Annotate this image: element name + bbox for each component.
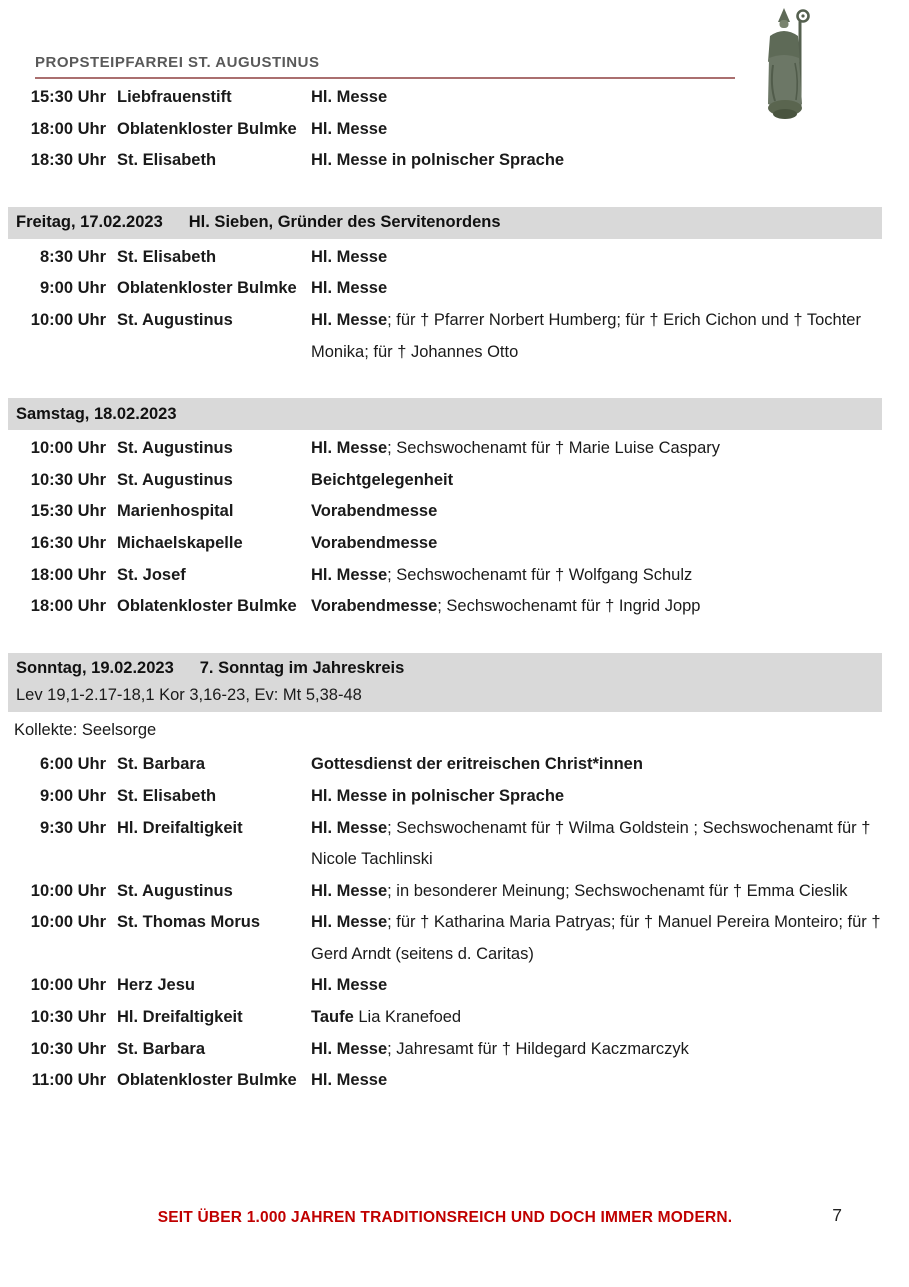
day-header-line bbox=[16, 401, 882, 428]
row-time: 15:30 Uhr bbox=[30, 88, 106, 106]
row-description bbox=[311, 242, 882, 274]
desc-bold: Taufe bbox=[311, 1008, 354, 1027]
row-description bbox=[311, 305, 882, 368]
schedule-row bbox=[8, 465, 882, 497]
row-location: St. Thomas Morus bbox=[117, 913, 261, 932]
day-header-sonntag bbox=[8, 653, 882, 712]
schedule-row bbox=[8, 433, 882, 465]
row-time: 6:00 Uhr bbox=[39, 755, 106, 774]
row-location: Michaelskapelle bbox=[117, 533, 243, 552]
row-time: 18:30 Uhr bbox=[30, 151, 106, 170]
row-description bbox=[311, 970, 882, 1002]
row-description bbox=[311, 496, 882, 528]
parish-slogan: SEIT ÜBER 1.000 JAHREN TRADITIONSREICH UND DOCH IMMER MODERN. bbox=[157, 1209, 733, 1226]
desc-bold: Hl. Messe bbox=[311, 247, 388, 266]
row-location: Hl. Dreifaltigkeit bbox=[117, 818, 243, 837]
schedule-row bbox=[8, 876, 882, 908]
row-description bbox=[311, 273, 882, 305]
desc-bold: Hl. Messe in polnischer Sprache bbox=[311, 786, 565, 805]
row-time: 18:00 Uhr bbox=[30, 597, 106, 616]
desc-rest: Lia Kranefoed bbox=[353, 1008, 462, 1027]
row-time: 9:00 Uhr bbox=[39, 786, 106, 805]
schedule-row bbox=[8, 242, 882, 274]
bishop-statue-icon bbox=[757, 5, 821, 125]
row-time: 18:00 Uhr bbox=[30, 565, 106, 584]
row-location: St. Augustinus bbox=[117, 439, 233, 458]
schedule-row bbox=[8, 305, 882, 368]
row-location: St. Augustinus bbox=[117, 881, 233, 900]
row-time: 8:30 Uhr bbox=[39, 247, 106, 266]
schedule-row bbox=[8, 496, 882, 528]
desc-bold: Vorabendmesse bbox=[311, 597, 438, 616]
desc-rest: ; Sechswochenamt für † Wolfgang Schulz bbox=[387, 565, 693, 584]
day-header-freitag bbox=[8, 207, 882, 239]
row-location: St. Elisabeth bbox=[117, 151, 217, 170]
row-time: 10:00 Uhr bbox=[30, 976, 106, 995]
row-location: Oblatenkloster Bulmke bbox=[117, 597, 297, 616]
schedule-row bbox=[8, 749, 882, 781]
desc-rest: ; für † Katharina Maria Patryas; für † Manuel Pereira Monteiro; für † Gerd Arndt (seitens d. Caritas) bbox=[311, 913, 881, 963]
desc-rest: ; Sechswochenamt für † Ingrid Jopp bbox=[437, 597, 701, 616]
row-time: 10:00 Uhr bbox=[30, 913, 106, 932]
day-rows bbox=[8, 242, 882, 368]
row-location: Liebfrauenstift bbox=[117, 88, 232, 106]
row-description bbox=[311, 560, 882, 592]
row-time: 16:30 Uhr bbox=[30, 533, 106, 552]
desc-bold: Hl. Messe bbox=[311, 976, 388, 995]
page-footer bbox=[8, 1205, 882, 1227]
desc-bold: Hl. Messe bbox=[311, 88, 388, 106]
schedule-row bbox=[8, 813, 882, 876]
desc-bold: Hl. Messe bbox=[311, 119, 388, 138]
schedule-row bbox=[8, 82, 882, 114]
schedule-row bbox=[8, 273, 882, 305]
schedule-row bbox=[8, 591, 882, 623]
row-location: St. Josef bbox=[117, 565, 186, 584]
row-description bbox=[311, 591, 882, 623]
desc-bold: Hl. Messe in polnischer Sprache bbox=[311, 151, 565, 170]
row-location: Hl. Dreifaltigkeit bbox=[117, 1008, 243, 1027]
desc-bold: Beichtgelegenheit bbox=[311, 470, 454, 489]
desc-rest: ; Jahresamt für † Hildegard Kaczmarczyk bbox=[387, 1039, 689, 1058]
day-date: Samstag, 18.02.2023 bbox=[16, 404, 177, 423]
schedule-row bbox=[8, 114, 882, 146]
row-location: St. Elisabeth bbox=[117, 247, 217, 266]
row-time: 10:30 Uhr bbox=[30, 1008, 106, 1027]
row-location: Oblatenkloster Bulmke bbox=[117, 279, 297, 298]
schedule-row bbox=[8, 528, 882, 560]
desc-bold: Hl. Messe bbox=[311, 818, 388, 837]
row-description bbox=[311, 1034, 882, 1066]
row-location: Marienhospital bbox=[117, 502, 234, 521]
schedule-row bbox=[8, 1034, 882, 1066]
row-time: 11:00 Uhr bbox=[31, 1071, 106, 1090]
desc-bold: Hl. Messe bbox=[311, 913, 388, 932]
day-rows bbox=[8, 433, 882, 623]
lead-rows bbox=[8, 82, 882, 177]
desc-bold: Hl. Messe bbox=[311, 439, 388, 458]
schedule-row bbox=[8, 145, 882, 177]
day-header-samstag bbox=[8, 398, 882, 430]
desc-rest: ; Sechswochenamt für † Wilma Goldstein ; Sechswochenamt für † Nicole Tachlinski bbox=[311, 818, 871, 869]
parish-title: PROPSTEIPFARREI ST. AUGUSTINUS bbox=[35, 54, 320, 71]
row-time: 9:00 Uhr bbox=[39, 279, 106, 298]
desc-bold: Hl. Messe bbox=[311, 1039, 388, 1058]
row-location: St. Augustinus bbox=[117, 310, 233, 329]
desc-rest: ; für † Pfarrer Norbert Humberg; für † Erich Cichon und † Tochter Monika; für † Johannes Otto bbox=[311, 310, 861, 361]
day-section-sonntag bbox=[8, 653, 882, 1097]
desc-bold: Gottesdienst der eritreischen Christ*innen bbox=[311, 755, 643, 774]
row-time: 10:30 Uhr bbox=[30, 1039, 106, 1058]
row-location: Herz Jesu bbox=[117, 976, 195, 995]
row-description bbox=[311, 876, 882, 908]
row-description bbox=[311, 433, 882, 465]
row-location: Oblatenkloster Bulmke bbox=[117, 119, 297, 138]
row-description bbox=[311, 749, 882, 781]
row-time: 9:30 Uhr bbox=[39, 818, 106, 837]
row-time: 10:00 Uhr bbox=[30, 310, 106, 329]
day-title: Hl. Sieben, Gründer des Servitenordens bbox=[188, 213, 501, 232]
row-description bbox=[311, 813, 882, 876]
desc-bold: Hl. Messe bbox=[311, 279, 388, 298]
page-number: 7 bbox=[832, 1205, 842, 1225]
row-description bbox=[311, 1065, 882, 1097]
schedule-row bbox=[8, 781, 882, 813]
schedule-row bbox=[8, 560, 882, 592]
row-location: St. Augustinus bbox=[117, 470, 233, 489]
row-location: Oblatenkloster Bulmke bbox=[117, 1071, 297, 1090]
day-title: 7. Sonntag im Jahreskreis bbox=[199, 659, 405, 678]
row-description bbox=[311, 1002, 882, 1034]
day-rows bbox=[8, 749, 882, 1097]
day-readings: Lev 19,1-2.17-18,1 Kor 3,16-23, Ev: Mt 5,38-48 bbox=[16, 686, 362, 705]
desc-bold: Hl. Messe bbox=[311, 310, 388, 329]
day-date: Freitag, 17.02.2023 bbox=[16, 213, 163, 232]
schedule-row bbox=[8, 907, 882, 970]
desc-bold: Hl. Messe bbox=[311, 565, 388, 584]
row-description bbox=[311, 528, 882, 560]
desc-bold: Vorabendmesse bbox=[311, 502, 438, 521]
kollekte-note: Kollekte: Seelsorge bbox=[14, 720, 157, 739]
day-section-samstag bbox=[8, 398, 882, 623]
row-location: St. Barbara bbox=[117, 755, 206, 774]
desc-bold: Vorabendmesse bbox=[311, 533, 438, 552]
row-description bbox=[311, 145, 882, 177]
day-section-freitag bbox=[8, 207, 882, 368]
day-date: Sonntag, 19.02.2023 bbox=[16, 659, 174, 678]
schedule-row bbox=[8, 1002, 882, 1034]
desc-rest: ; in besonderer Meinung; Sechswochenamt für † Emma Cieslik bbox=[387, 881, 848, 900]
row-location: St. Elisabeth bbox=[117, 786, 217, 805]
row-time: 18:00 Uhr bbox=[30, 119, 106, 138]
page-header bbox=[35, 54, 735, 79]
schedule-row bbox=[8, 970, 882, 1002]
row-description bbox=[311, 465, 882, 497]
row-time: 10:00 Uhr bbox=[30, 439, 106, 458]
row-time: 15:30 Uhr bbox=[30, 502, 106, 521]
schedule-content bbox=[0, 82, 909, 1097]
day-header-line bbox=[16, 209, 882, 236]
row-description bbox=[311, 907, 882, 970]
desc-bold: Hl. Messe bbox=[311, 881, 388, 900]
desc-bold: Hl. Messe bbox=[311, 1071, 388, 1090]
row-description bbox=[311, 781, 882, 813]
schedule-row bbox=[8, 1065, 882, 1097]
row-location: St. Barbara bbox=[117, 1039, 206, 1058]
row-time: 10:30 Uhr bbox=[30, 470, 106, 489]
day-header-line bbox=[16, 655, 882, 682]
row-time: 10:00 Uhr bbox=[30, 881, 106, 900]
desc-rest: ; Sechswochenamt für † Marie Luise Caspary bbox=[387, 439, 721, 458]
